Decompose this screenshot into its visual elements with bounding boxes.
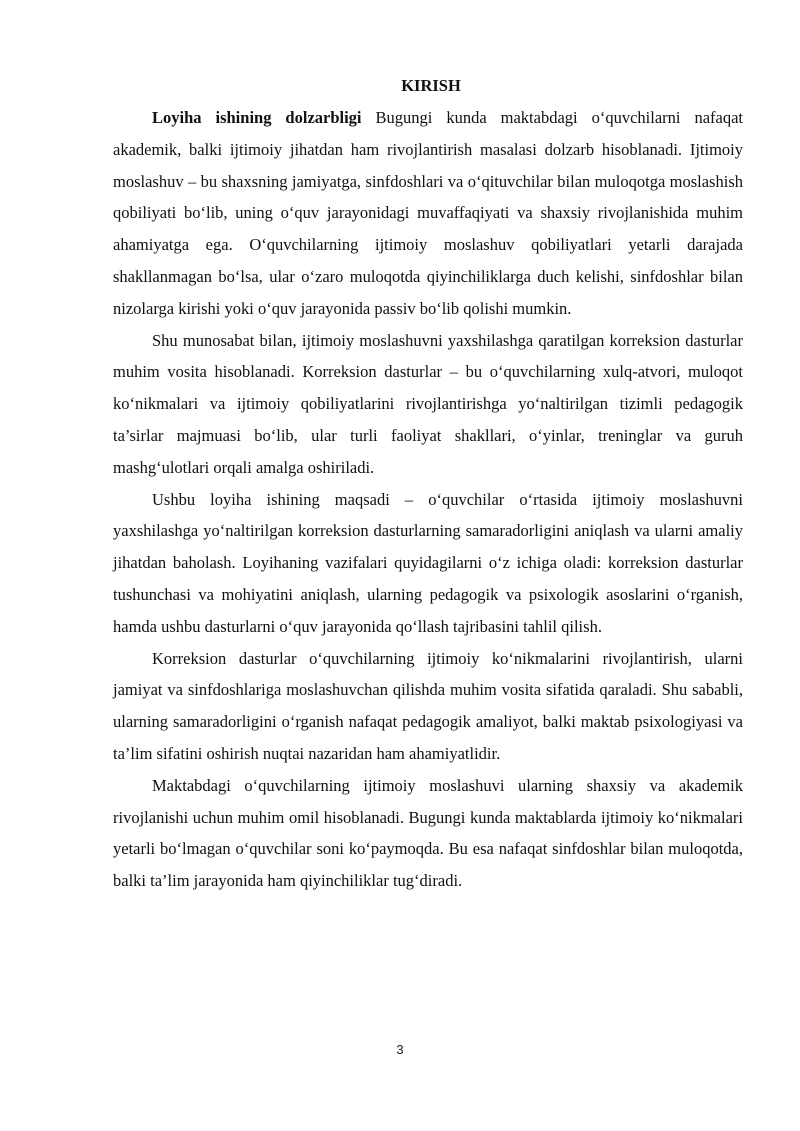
- paragraph-5: [113, 770, 743, 897]
- paragraph-1: [113, 102, 743, 325]
- paragraph-3: [113, 484, 743, 643]
- paragraph-5-text: Maktabdagi o‘quvchilarning ijtimoiy moslashuvi ularning shaxsiy va akademik rivojlanishi uchun muhim omil hisoblanadi. Bugungi kunda maktablarda ijtimoiy ko‘nikmalari yetarli bo‘lmagan o‘quvchilar soni ko‘paymoqda. Bu esa nafaqat sinfdoshlar bilan muloqotda, balki ta’lim jarayonida ham qiyinchiliklar tug‘diradi.: [113, 775, 743, 891]
- paragraph-4: [113, 643, 743, 770]
- paragraph-4-text: Korreksion dasturlar o‘quvchilarning ijtimoiy ko‘nikmalarini rivojlantirish, ularni jamiyat va sinfdoshlariga moslashuvchan qilishda muhim vosita sifatida qaraladi. Shu sababli, ularning samaradorligini o‘rganish nafaqat pedagogik amaliyot, balki maktab psixologiyasi va ta’lim sifatini oshirish nuqtai nazaridan ham ahamiyatlidir.: [113, 648, 743, 763]
- paragraph-2-text: Shu munosabat bilan, ijtimoiy moslashuvni yaxshilashga qaratilgan korreksion dasturlar muhim vosita hisoblanadi. Korreksion dasturlar – bu o‘quvchilarning xulq-atvori, muloqot ko‘nikmalari va ijtimoiy qobiliyatlarini rivojlantirishga yo‘naltirilgan tizimli pedagogik ta’sirlar majmuasi bo‘lib, ular turli faoliyat shakllari, o‘yinlar, treninglar va guruh mashg‘ulotlari orqali amalga oshiriladi.: [113, 330, 743, 477]
- paragraph-1-text: Bugungi kunda maktabdagi o‘quvchilarni nafaqat akademik, balki ijtimoiy jihatdan ham rivojlantirish masalasi dolzarb hisoblanadi. Ijtimoiy moslashuv – bu shaxsning jamiyatga, sinfdoshlari va o‘qituvchilar bilan muloqotga moslashish qobiliyati bo‘lib, uning o‘quv jarayonidagi muvaffaqiyati va shaxsiy rivojlanishida muhim ahamiyatga ega. O‘quvchilarning ijtimoiy moslashuv qobiliyatlari yetarli darajada shakllanmagan bo‘lsa, ular o‘zaro muloqotda qiyinchiliklarga duch kelishi, sinfdoshlar bilan nizolarga kirishi yoki o‘quv jarayonida passiv bo‘lib qolishi mumkin.: [113, 108, 744, 318]
- document-page: [113, 70, 743, 897]
- page-number: 3: [396, 1042, 404, 1057]
- paragraph-1-lead: Loyiha ishining dolzarbligi: [152, 108, 362, 127]
- paragraph-3-text: Ushbu loyiha ishining maqsadi – o‘quvchilar o‘rtasida ijtimoiy moslashuvni yaxshilashga yo‘naltirilgan korreksion dasturlarning samaradorligini aniqlash va ularni amaliy jihatdan baholash. Loyihaning vazifalari quyidagilarni o‘z ichiga oladi: korreksion dasturlar tushunchasi va mohiyatini aniqlash, ularning pedagogik va psixologik asoslarini o‘rganish, hamda ushbu dasturlarni o‘quv jarayonida qo‘llash tajribasini tahlil qilish.: [113, 489, 743, 636]
- section-heading: KIRISH: [401, 76, 461, 95]
- paragraph-2: [113, 325, 743, 484]
